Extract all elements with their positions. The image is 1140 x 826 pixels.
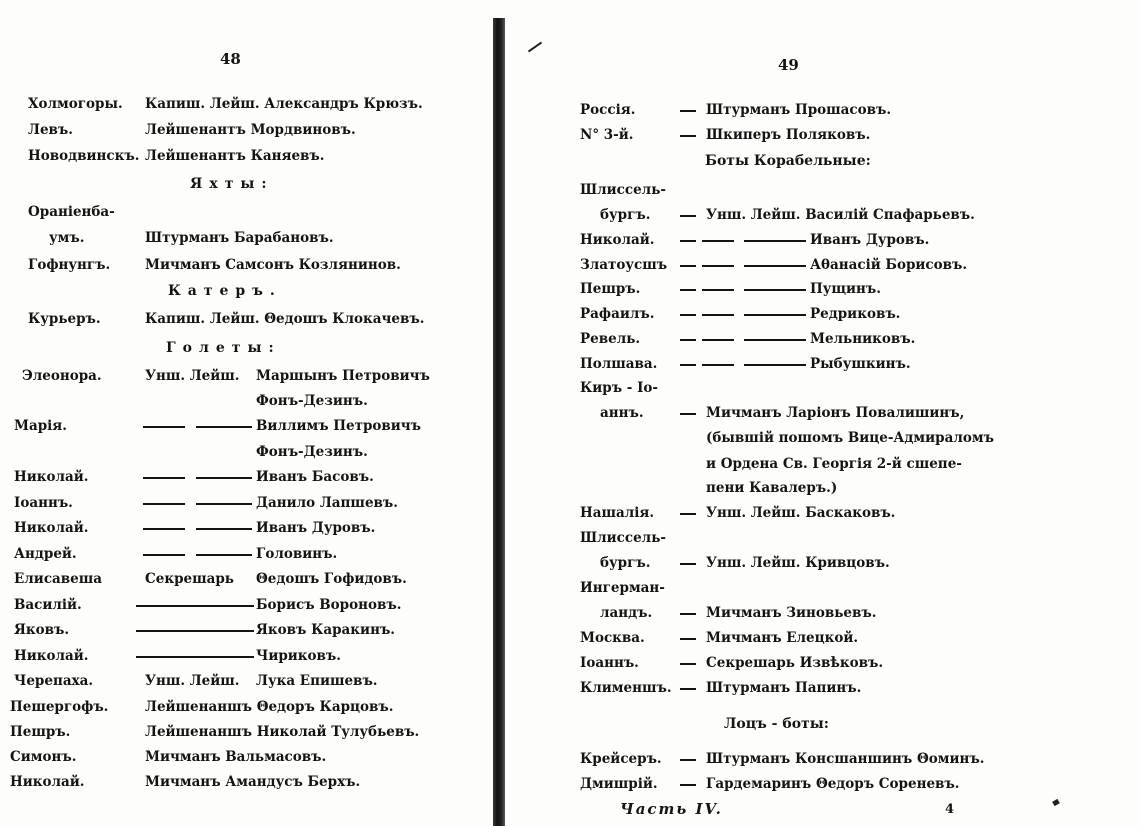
ship-name: Марiя. xyxy=(14,418,67,434)
ship-name: Андрей. xyxy=(14,546,77,562)
ship-name: Ингерман- xyxy=(580,580,665,596)
dash-mark xyxy=(143,554,185,556)
officer-name: Чириковъ. xyxy=(256,648,341,664)
ship-name: Пешръ. xyxy=(580,281,641,297)
dash-mark xyxy=(702,265,734,267)
officer-rank: Унш. Лейш. xyxy=(145,673,240,689)
officer-name: Лейшенантъ Каняевъ. xyxy=(145,148,325,164)
officer-name: Лейшенантъ Мордвиновъ. xyxy=(145,122,356,138)
officer-name: Лейшенаншъ Θедоръ Карцовъ. xyxy=(145,699,394,715)
ship-name: Киръ - Io- xyxy=(580,380,659,396)
ship-name: бургъ. xyxy=(600,207,651,223)
dash-mark xyxy=(680,413,696,415)
ship-name: Златоусшъ xyxy=(580,257,668,273)
ship-name: Николай. xyxy=(14,648,89,664)
dash-mark xyxy=(196,426,252,428)
ship-name: Черепаха. xyxy=(14,673,94,689)
ship-name: N° 3-й. xyxy=(580,127,634,143)
officer-name: Гардемаринъ Θедоръ Сореневъ. xyxy=(706,776,960,792)
officer-name: Секрешарь Извѣковъ. xyxy=(706,655,884,671)
dash-mark xyxy=(680,110,696,112)
section-heading-pilot-boats: Лоцъ - боты: xyxy=(724,716,829,732)
officer-rank: Унш. Лейш. xyxy=(145,368,240,384)
officer-name: Иванъ Басовъ. xyxy=(256,469,374,485)
ship-name: Элеонора. xyxy=(22,368,102,384)
officer-rank: Секрешарь xyxy=(145,571,234,587)
dash-mark xyxy=(143,477,185,479)
page-number-right: 49 xyxy=(778,56,799,74)
ship-name: Гофнунгъ. xyxy=(28,257,111,273)
ship-name: аннъ. xyxy=(600,405,644,421)
dash-mark xyxy=(762,240,806,242)
right-page xyxy=(512,0,1140,826)
officer-name: Виллимъ Петровичъ xyxy=(256,418,422,434)
dash-mark xyxy=(136,656,254,658)
ship-name: Яковъ. xyxy=(14,622,70,638)
ship-name: Москва. xyxy=(580,630,645,646)
dash-mark xyxy=(680,663,696,665)
ship-name: ландъ. xyxy=(600,605,653,621)
officer-name: Фонъ-Дезинъ. xyxy=(256,393,368,409)
dash-mark xyxy=(702,339,734,341)
book-gutter xyxy=(493,18,505,826)
ship-name: Россiя. xyxy=(580,102,636,118)
officer-name: Унш. Лейш. Василiй Спафарьевъ. xyxy=(706,207,975,223)
ship-name: Курьеръ. xyxy=(28,311,101,327)
officer-name: и Ордена Св. Георгiя 2-й сшепе- xyxy=(706,456,962,472)
ship-name: Шлиссель- xyxy=(580,530,666,546)
officer-name: (бывшiй пошомъ Вице-Адмираломъ xyxy=(706,430,994,446)
dash-mark xyxy=(196,528,252,530)
officer-name: Борисъ Вороновъ. xyxy=(256,597,402,613)
dash-mark xyxy=(680,563,696,565)
ship-name: Николай. xyxy=(10,774,85,790)
dash-mark xyxy=(680,314,696,316)
dash-mark xyxy=(143,503,185,505)
dash-mark xyxy=(680,289,696,291)
dash-mark xyxy=(680,240,696,242)
footer-part-label: Часть IV. xyxy=(620,800,723,818)
ship-name: Холмогоры. xyxy=(28,96,123,112)
dash-mark xyxy=(680,215,696,217)
officer-name: Мичманъ Амандусъ Берхъ. xyxy=(145,774,361,790)
officer-name: Мельниковъ. xyxy=(810,331,916,347)
dash-mark xyxy=(680,759,696,761)
officer-name: Маршынъ Петровичъ xyxy=(256,368,430,384)
ship-name: Шлиссель- xyxy=(580,182,666,198)
officer-name: Фонъ-Дезинъ. xyxy=(256,444,368,460)
footer-signature: 4 xyxy=(945,802,955,817)
dash-mark xyxy=(762,289,806,291)
ship-name: Елисавеша xyxy=(14,571,103,587)
ship-name: Клименшъ. xyxy=(580,680,672,696)
officer-name: Штурманъ Прошасовъ. xyxy=(706,102,892,118)
ship-name: умъ. xyxy=(49,230,85,246)
ship-name: Ревель. xyxy=(580,331,641,347)
dash-mark xyxy=(680,339,696,341)
left-page xyxy=(0,0,495,826)
dash-mark xyxy=(702,364,734,366)
dash-mark xyxy=(680,265,696,267)
dash-mark xyxy=(680,638,696,640)
officer-name: Шкиперъ Поляковъ. xyxy=(706,127,871,143)
officer-name: Пущинъ. xyxy=(810,281,881,297)
officer-name: Капиш. Лейш. Александръ Крюзъ. xyxy=(145,96,423,112)
dash-mark xyxy=(680,135,696,137)
dash-mark xyxy=(762,339,806,341)
officer-name: Унш. Лейш. Баскаковъ. xyxy=(706,505,896,521)
ship-name: Iоаннъ. xyxy=(580,655,639,671)
dash-mark xyxy=(762,314,806,316)
officer-name: Капиш. Лейш. Θедошъ Клокачевъ. xyxy=(145,311,425,327)
officer-name: Головинъ. xyxy=(256,546,338,562)
section-heading-galiots: Голеты: xyxy=(166,340,281,356)
ship-name: Новодвинскъ. xyxy=(28,148,140,164)
dash-mark xyxy=(762,265,806,267)
officer-name: Мичманъ Елецкой. xyxy=(706,630,859,646)
section-heading-boats: Боты Корабельные: xyxy=(705,153,871,169)
officer-name: Яковъ Каракинъ. xyxy=(256,622,396,638)
officer-name: Иванъ Дуровъ. xyxy=(256,520,376,536)
page-number-left: 48 xyxy=(220,50,241,68)
officer-name: Мичманъ Ларiонъ Повалишинъ, xyxy=(706,405,965,421)
dash-mark xyxy=(702,314,734,316)
officer-name: Штурманъ Консшаншинъ Θоминъ. xyxy=(706,751,985,767)
ship-name: бургъ. xyxy=(600,555,651,571)
dash-mark xyxy=(680,364,696,366)
section-heading-yachts: Яхты: xyxy=(190,176,274,192)
officer-name: Штурманъ Папинъ. xyxy=(706,680,862,696)
ship-name: Iоаннъ. xyxy=(14,495,73,511)
ship-name: Левъ. xyxy=(28,122,73,138)
ship-name: Крейсеръ. xyxy=(580,751,662,767)
dash-mark xyxy=(702,289,734,291)
officer-name: Мичманъ Вальмасовъ. xyxy=(145,749,327,765)
dash-mark xyxy=(143,426,185,428)
ship-name: Полшава. xyxy=(580,356,658,372)
dash-mark xyxy=(680,613,696,615)
officer-name: Унш. Лейш. Кривцовъ. xyxy=(706,555,890,571)
ship-name: Пешръ. xyxy=(10,724,71,740)
ship-name: Симонъ. xyxy=(10,749,77,765)
officer-name: пени Кавалеръ.) xyxy=(706,480,838,496)
dash-mark xyxy=(143,528,185,530)
ship-name: Нашалiя. xyxy=(580,505,655,521)
dash-mark xyxy=(136,630,254,632)
officer-name: Данило Лапшевъ. xyxy=(256,495,398,511)
ship-name: Николай. xyxy=(14,520,89,536)
officer-name: Иванъ Дуровъ. xyxy=(810,232,930,248)
dash-mark xyxy=(762,364,806,366)
officer-name: Рыбушкинъ. xyxy=(810,356,911,372)
dash-mark xyxy=(136,605,254,607)
ship-name: Николай. xyxy=(14,469,89,485)
dash-mark xyxy=(680,688,696,690)
officer-name: Мичманъ Самсонъ Козлянинов. xyxy=(145,257,401,273)
ship-name: Николай. xyxy=(580,232,655,248)
dash-mark xyxy=(680,513,696,515)
ship-name: Оранiенба- xyxy=(28,204,115,220)
officer-name: Θедошъ Гофидовъ. xyxy=(256,571,407,587)
ship-name: Рафаилъ. xyxy=(580,306,655,322)
officer-name: Штурманъ Барабановъ. xyxy=(145,230,334,246)
ship-name: Пешергофъ. xyxy=(10,699,109,715)
officer-name: Аθанасiй Борисовъ. xyxy=(810,257,968,273)
dash-mark xyxy=(196,503,252,505)
section-heading-cutter: Катеръ. xyxy=(168,283,282,299)
officer-name: Мичманъ Зиновьевъ. xyxy=(706,605,877,621)
ship-name: Василiй. xyxy=(14,597,82,613)
officer-name: Редриковъ. xyxy=(810,306,901,322)
dash-mark xyxy=(196,477,252,479)
dash-mark xyxy=(196,554,252,556)
officer-name: Лука Епишевъ. xyxy=(256,673,378,689)
ship-name: Дмишрiй. xyxy=(580,776,658,792)
officer-name: Лейшенаншъ Николай Тулубьевъ. xyxy=(145,724,420,740)
dash-mark xyxy=(680,784,696,786)
dash-mark xyxy=(702,240,734,242)
